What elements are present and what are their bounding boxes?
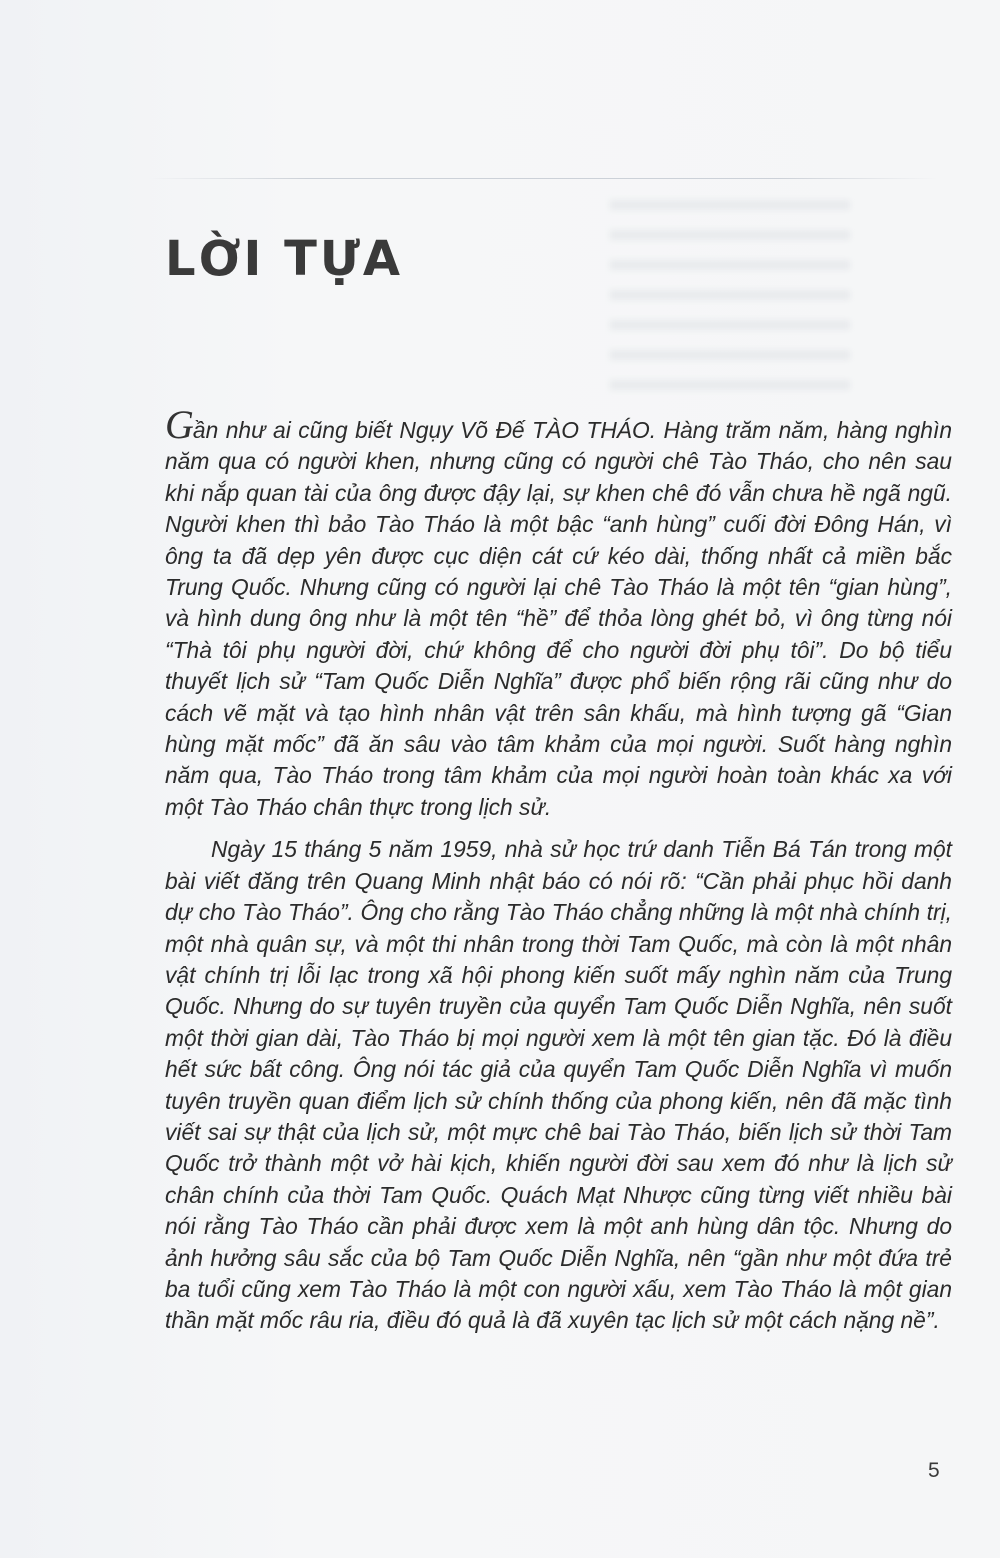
body-text (165, 402, 952, 1337)
paragraph-1-text: ần như ai cũng biết Ngụy Võ Đế TÀO THÁO. Hàng trăm năm, hàng nghìn năm qua có người khen, nhưng cũng có người chê Tào Tháo, cho nên sau khi nắp quan tài của ông được đậy lại, sự khen chê đó vẫn chưa hề ngã ngũ. Người khen thì bảo Tào Tháo là một bậc “anh hùng” cuối đời Đông Hán, vì ông ta đã dẹp yên được cục diện cát cứ kéo dài, thống nhất cả miền bắc Trung Quốc. Nhưng cũng có người lại chê Tào Tháo là một tên “gian hùng”, và hình dung ông như là một tên “hề” để thỏa lòng ghét bỏ, vì ông từng nói “Thà tôi phụ người đời, chứ không để cho người đời phụ tôi”. Do bộ tiểu thuyết lịch sử “Tam Quốc Diễn Nghĩa” được phổ biến rộng rãi cũng như do cách vẽ mặt và tạo hình nhân vật trên sân khấu, mà hình tượng gã “Gian hùng mặt mốc” đã ăn sâu vào tâm khảm của mọi người. Suốt hàng nghìn năm qua, Tào Tháo trong tâm khảm của mọi người hoàn toàn khác xa với một Tào Tháo chân thực trong lịch sử. (165, 417, 952, 820)
page-number: 5 (928, 1459, 940, 1482)
top-rule-divider (148, 178, 938, 179)
paragraph-1 (165, 402, 952, 823)
show-through-ink (610, 200, 850, 390)
chapter-heading: LỜI TỰA (165, 231, 404, 287)
paragraph-2: Ngày 15 tháng 5 năm 1959, nhà sử học trứ danh Tiễn Bá Tán trong một bài viết đăng trên Quang Minh nhật báo có nói rõ: “Cần phải phục hồi danh dự cho Tào Tháo”. Ông cho rằng Tào Tháo chẳng những là một nhà chính trị, một nhà quân sự, và một thi nhân trong thời Tam Quốc, mà còn là một nhân vật chính trị lỗi lạc trong xã hội phong kiến suốt mấy nghìn năm của Trung Quốc. Nhưng do sự tuyên truyền của quyển Tam Quốc Diễn Nghĩa, nên suốt một thời gian dài, Tào Tháo bị mọi người xem là một tên gian tặc. Đó là điều hết sức bất công. Ông nói tác giả của quyển Tam Quốc Diễn Nghĩa vì muốn tuyên truyền quan điểm lịch sử chính thống của phong kiến, nên đã mặc tình viết sai sự thật của lịch sử, một mực chê bai Tào Tháo, biến lịch sử thời Tam Quốc trở thành một vở hài kịch, khiến người đời sau xem đó như là lịch sử chân chính của thời Tam Quốc. Quách Mạt Nhược cũng từng viết nhiều bài nói rằng Tào Tháo cần phải được xem là một anh hùng dân tộc. Nhưng do ảnh hưởng sâu sắc của bộ Tam Quốc Diễn Nghĩa, nên “gần như một đứa trẻ ba tuổi cũng xem Tào Tháo là một con người xấu, xem Tào Tháo là một gian thần mặt mốc râu ria, điều đó quả là đã xuyên tạc lịch sử một cách nặng nề”. (165, 836, 952, 1334)
initial-letter: G (165, 402, 193, 447)
